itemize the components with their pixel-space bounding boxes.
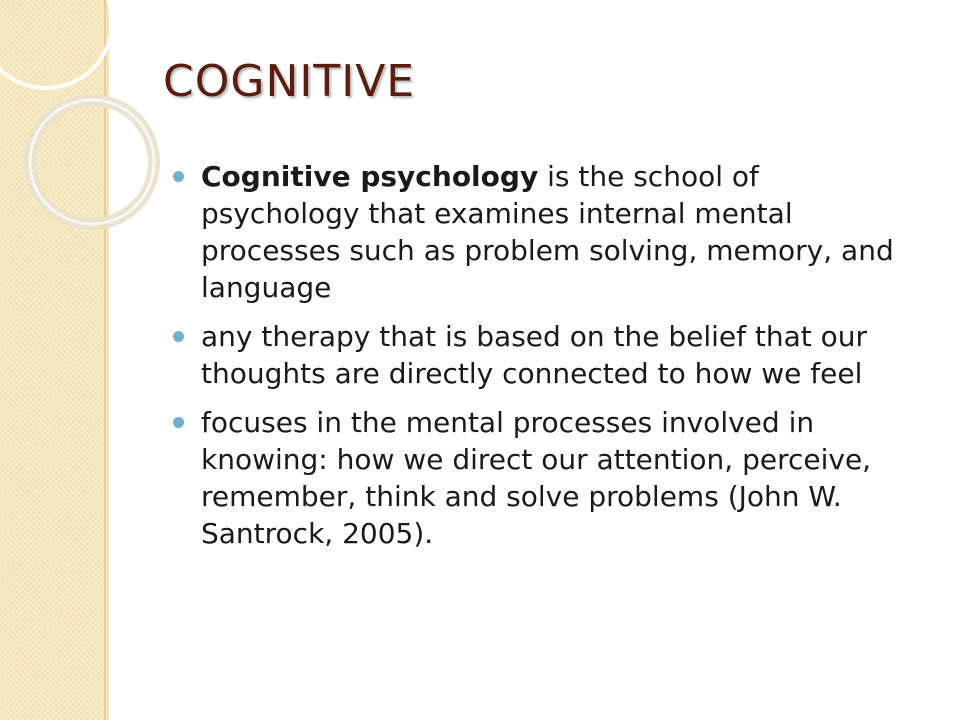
bullet-term: Cognitive psychology xyxy=(201,160,539,193)
bullet-dot-icon xyxy=(173,331,184,342)
bullet-text: focuses in the mental processes involved in knowing: how we direct our attention, perceive, remember, think and solve problems (John W. Santrock, 2005). xyxy=(201,406,872,550)
bullet-text: is the school of psychology that examines internal mental processes such as problem solving, memory, and language xyxy=(201,160,894,304)
bullet-item-mental-processes xyxy=(163,404,923,552)
slide-title: COGNITIVE xyxy=(163,56,416,107)
bullet-list xyxy=(163,158,923,564)
bullet-dot-icon xyxy=(173,171,184,182)
bullet-item-therapy xyxy=(163,318,923,392)
bullet-item-definition xyxy=(163,158,923,306)
bullet-text: any therapy that is based on the belief that our thoughts are directly connected to how we feel xyxy=(201,320,868,390)
bullet-dot-icon xyxy=(173,417,184,428)
